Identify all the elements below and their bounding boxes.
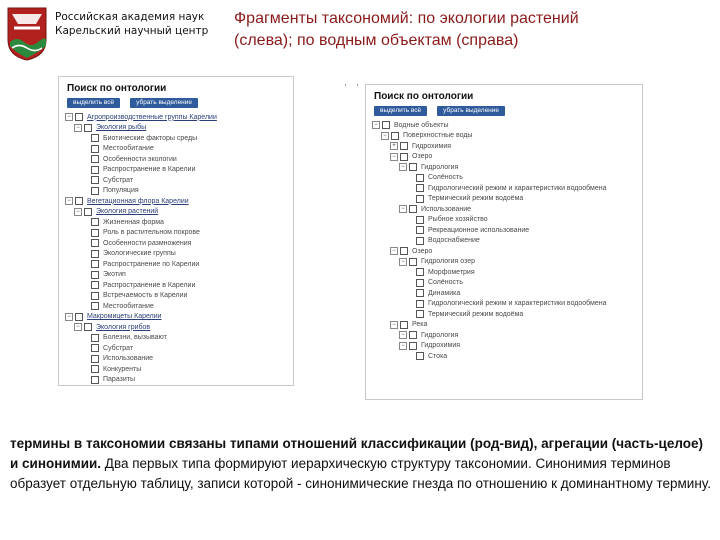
tree-spacer <box>83 230 89 236</box>
node-checkbox[interactable] <box>400 321 408 329</box>
node-checkbox[interactable] <box>91 302 99 310</box>
tree-spacer <box>408 269 414 275</box>
collapse-icon[interactable]: − <box>390 321 398 329</box>
node-checkbox[interactable] <box>84 323 92 331</box>
select-all-button[interactable]: выделить всё <box>67 98 120 108</box>
node-checkbox[interactable] <box>409 331 417 339</box>
tree-node <box>65 364 293 375</box>
tree-node <box>65 165 293 176</box>
collapse-icon[interactable]: − <box>74 124 82 132</box>
tree-node-label: Особенности размножения <box>103 239 192 247</box>
node-checkbox[interactable] <box>91 355 99 363</box>
node-checkbox[interactable] <box>91 229 99 237</box>
node-checkbox[interactable] <box>75 313 83 321</box>
tree-node-label: Рыбное хозяйство <box>428 216 488 224</box>
node-checkbox[interactable] <box>409 163 417 171</box>
tree-node-label: Гидрохимия <box>412 142 452 150</box>
tree-spacer <box>83 335 89 341</box>
collapse-icon[interactable]: − <box>65 197 73 205</box>
tree-node-label[interactable]: Агропроизводственные группы Карелии <box>87 113 217 121</box>
tree-node <box>65 144 293 155</box>
tree-spacer <box>408 217 414 223</box>
node-checkbox[interactable] <box>91 176 99 184</box>
tree-spacer <box>83 356 89 362</box>
node-checkbox[interactable] <box>416 174 424 182</box>
tree-node <box>372 351 642 362</box>
tree-spacer <box>408 175 414 181</box>
tree-spacer <box>83 303 89 309</box>
tree-spacer <box>83 240 89 246</box>
tree-node-label: Термический режим водоёма <box>428 310 524 318</box>
org-line-1: Российская академия наук <box>55 11 205 23</box>
divider-line <box>345 84 346 86</box>
tree-node-label: Распространение в Карелии <box>103 281 196 289</box>
node-checkbox[interactable] <box>416 352 424 360</box>
ontology-search-panel-right <box>365 84 643 400</box>
tree-node-label: Использование <box>103 355 154 363</box>
tree-spacer <box>408 185 414 191</box>
tree-node <box>65 186 293 197</box>
node-checkbox[interactable] <box>416 300 424 308</box>
tree-node-label: Паразиты <box>103 376 135 384</box>
ontology-search-panel-left <box>58 76 294 386</box>
org-line-2: Карельский научный центр <box>55 25 209 37</box>
tree-node-label: Термический режим водоёма <box>428 195 524 203</box>
tree-node-label: Субстрат <box>103 176 134 184</box>
tree-node <box>372 246 642 257</box>
tree-node-label: Гидрохимия <box>421 342 461 350</box>
node-checkbox[interactable] <box>91 344 99 352</box>
node-checkbox[interactable] <box>84 124 92 132</box>
tree-node <box>65 354 293 365</box>
tree-node <box>65 291 293 302</box>
tree-node-label: Распространение по Карелии <box>103 260 200 268</box>
tree-spacer <box>83 293 89 299</box>
tree-node-label[interactable]: Макромицеты Карелии <box>87 313 162 321</box>
tree-node <box>372 299 642 310</box>
collapse-icon[interactable]: − <box>372 121 380 129</box>
tree-node-label: Динамика <box>428 289 461 297</box>
node-checkbox[interactable] <box>91 260 99 268</box>
tree-node <box>65 175 293 186</box>
tree-node-label: Конкуренты <box>103 365 142 373</box>
node-checkbox[interactable] <box>391 132 399 140</box>
tree-node <box>65 270 293 281</box>
tree-node <box>65 217 293 228</box>
taxonomy-tree-water-objects <box>366 120 642 362</box>
tree-node-label: Озеро <box>412 247 433 255</box>
description-paragraph <box>10 434 714 494</box>
tree-spacer <box>83 156 89 162</box>
tree-spacer <box>408 311 414 317</box>
organization-name <box>55 10 208 38</box>
tree-spacer <box>83 377 89 383</box>
collapse-icon[interactable]: − <box>399 163 407 171</box>
node-checkbox[interactable] <box>91 271 99 279</box>
node-checkbox[interactable] <box>400 247 408 255</box>
tree-spacer <box>83 135 89 141</box>
node-checkbox[interactable] <box>416 226 424 234</box>
tree-node-label: Местообитание <box>103 145 154 153</box>
collapse-icon[interactable]: − <box>399 205 407 213</box>
tree-node-label: Экотип <box>103 271 126 279</box>
collapse-icon[interactable]: − <box>74 323 82 331</box>
tree-node <box>65 112 293 123</box>
taxonomy-tree-plant-ecology <box>59 112 293 385</box>
node-checkbox[interactable] <box>91 334 99 342</box>
tree-node-label[interactable]: Вегетационная флора Карелии <box>87 197 189 205</box>
tree-node-label: Болезни, вызывают <box>103 334 167 342</box>
tree-node <box>372 215 642 226</box>
collapse-icon[interactable]: − <box>399 331 407 339</box>
select-all-button[interactable]: выделить всё <box>374 106 427 116</box>
tree-spacer <box>83 188 89 194</box>
tree-spacer <box>83 282 89 288</box>
collapse-icon[interactable]: − <box>74 208 82 216</box>
tree-node-label: Река <box>412 321 428 329</box>
divider-line <box>357 84 358 86</box>
tree-node <box>372 204 642 215</box>
collapse-icon[interactable]: − <box>390 247 398 255</box>
tree-node <box>372 173 642 184</box>
expand-icon[interactable]: + <box>390 142 398 150</box>
collapse-icon[interactable]: − <box>65 313 73 321</box>
tree-node <box>372 236 642 247</box>
tree-node-label: Биотические факторы среды <box>103 134 198 142</box>
collapse-icon[interactable]: − <box>381 132 389 140</box>
tree-node <box>65 154 293 165</box>
tree-spacer <box>408 290 414 296</box>
tree-spacer <box>408 238 414 244</box>
tree-spacer <box>83 345 89 351</box>
tree-node <box>372 267 642 278</box>
tree-node-label: Гидрология озер <box>421 258 476 266</box>
node-checkbox[interactable] <box>416 310 424 318</box>
tree-node <box>65 207 293 218</box>
panel-button-row <box>366 102 642 120</box>
tree-node <box>65 238 293 249</box>
tree-node-label: Роль в растительном покрове <box>103 229 200 237</box>
tree-node <box>372 131 642 142</box>
tree-node <box>372 183 642 194</box>
tree-spacer <box>83 167 89 173</box>
tree-node <box>372 341 642 352</box>
tree-node-label: Морфометрия <box>428 268 475 276</box>
tree-node <box>372 225 642 236</box>
rcs-logo-emblem <box>6 6 48 62</box>
panel-title: Поиск по онтологии <box>67 83 167 94</box>
node-checkbox[interactable] <box>91 292 99 300</box>
node-checkbox[interactable] <box>409 342 417 350</box>
tree-node-label: Использование <box>421 205 472 213</box>
node-checkbox[interactable] <box>91 166 99 174</box>
node-checkbox[interactable] <box>91 376 99 384</box>
collapse-icon[interactable]: − <box>390 153 398 161</box>
tree-node <box>372 162 642 173</box>
collapse-icon[interactable]: − <box>399 342 407 350</box>
tree-node <box>65 249 293 260</box>
tree-node-label: Рекреационное использование <box>428 226 530 234</box>
tree-spacer <box>83 177 89 183</box>
tree-node-label: Водоснабжение <box>428 237 480 245</box>
node-checkbox[interactable] <box>91 187 99 195</box>
tree-node <box>372 330 642 341</box>
tree-node-label: Гидрология <box>421 163 459 171</box>
tree-node <box>372 257 642 268</box>
description-normal: Два первых типа формируют иерархическую структуру таксономии. Синонимия терминов образует отдельную таблицу, записи которой - синонимические гнезда по отношению к доминантному термину. <box>10 456 711 491</box>
tree-node <box>372 278 642 289</box>
node-checkbox[interactable] <box>400 153 408 161</box>
tree-node-label[interactable]: Экология рыбы <box>96 124 147 132</box>
tree-node-label: Солёность <box>428 279 463 287</box>
node-checkbox[interactable] <box>416 184 424 192</box>
node-checkbox[interactable] <box>409 205 417 213</box>
tree-node <box>65 280 293 291</box>
node-checkbox[interactable] <box>91 281 99 289</box>
node-checkbox[interactable] <box>91 239 99 247</box>
tree-node <box>65 196 293 207</box>
tree-node <box>65 259 293 270</box>
tree-spacer <box>408 301 414 307</box>
tree-node <box>65 133 293 144</box>
clear-selection-button[interactable]: убрать выделение <box>437 106 505 116</box>
node-checkbox[interactable] <box>75 113 83 121</box>
node-checkbox[interactable] <box>91 365 99 373</box>
panel-title: Поиск по онтологии <box>374 91 474 102</box>
tree-node-label: Озеро <box>412 153 433 161</box>
tree-node <box>372 152 642 163</box>
tree-node <box>65 312 293 323</box>
tree-node-label: Особенности экологии <box>103 155 177 163</box>
node-checkbox[interactable] <box>416 237 424 245</box>
tree-node-label: Распространение в Карелии <box>103 166 196 174</box>
tree-node <box>65 228 293 239</box>
collapse-icon[interactable]: − <box>65 113 73 121</box>
tree-spacer <box>83 146 89 152</box>
node-checkbox[interactable] <box>75 197 83 205</box>
slide-title-line-1: Фрагменты таксономий: по экологии растений <box>234 10 579 27</box>
tree-node <box>65 375 293 386</box>
tree-node <box>372 141 642 152</box>
tree-node <box>65 343 293 354</box>
collapse-icon[interactable]: − <box>399 258 407 266</box>
tree-spacer <box>83 219 89 225</box>
tree-node-label[interactable]: Экология грибов <box>96 323 151 331</box>
tree-node <box>372 309 642 320</box>
node-checkbox[interactable] <box>400 142 408 150</box>
node-checkbox[interactable] <box>382 121 390 129</box>
node-checkbox[interactable] <box>84 208 92 216</box>
tree-node <box>65 301 293 312</box>
slide-title-line-2: (слева); по водным объектам (справа) <box>234 32 519 49</box>
tree-spacer <box>408 353 414 359</box>
node-checkbox[interactable] <box>416 195 424 203</box>
tree-node <box>372 288 642 299</box>
tree-node <box>372 194 642 205</box>
node-checkbox[interactable] <box>416 216 424 224</box>
tree-node <box>372 320 642 331</box>
tree-spacer <box>83 272 89 278</box>
tree-node-label: Гидрологический режим и характеристики водообмена <box>428 300 607 308</box>
tree-spacer <box>83 261 89 267</box>
panel-button-row <box>59 94 293 112</box>
tree-spacer <box>83 251 89 257</box>
clear-selection-button[interactable]: убрать выделение <box>130 98 198 108</box>
tree-spacer <box>408 227 414 233</box>
tree-node-label: Солёность <box>428 174 463 182</box>
tree-node-label: Экологические группы <box>103 250 176 258</box>
node-checkbox[interactable] <box>416 279 424 287</box>
node-checkbox[interactable] <box>91 218 99 226</box>
node-checkbox[interactable] <box>91 250 99 258</box>
node-checkbox[interactable] <box>91 145 99 153</box>
tree-spacer <box>83 366 89 372</box>
tree-node-label: Жизненная форма <box>103 218 164 226</box>
node-checkbox[interactable] <box>91 134 99 142</box>
tree-node-label[interactable]: Экология растений <box>96 208 159 216</box>
slide-title <box>234 8 714 52</box>
tree-node <box>65 322 293 333</box>
tree-node-label: Поверхностные воды <box>403 132 473 140</box>
tree-node <box>372 120 642 131</box>
tree-node-label: Водные объекты <box>394 121 449 129</box>
node-checkbox[interactable] <box>91 155 99 163</box>
tree-node-label: Субстрат <box>103 344 134 352</box>
tree-node-label: Гидрология <box>421 331 459 339</box>
tree-node-label: Местообитание <box>103 302 154 310</box>
tree-spacer <box>408 196 414 202</box>
tree-node-label: Стока <box>428 352 448 360</box>
tree-node <box>65 333 293 344</box>
description-bold: термины в таксономии связаны типами отношений классификации (род-вид), агрегации (часть-целое) и синонимии. <box>10 436 704 471</box>
tree-node <box>65 123 293 134</box>
node-checkbox[interactable] <box>409 258 417 266</box>
node-checkbox[interactable] <box>416 289 424 297</box>
tree-node-label: Популяция <box>103 187 139 195</box>
tree-node-label: Встречаемость в Карелии <box>103 292 188 300</box>
tree-node-label: Гидрологический режим и характеристики водообмена <box>428 184 607 192</box>
node-checkbox[interactable] <box>416 268 424 276</box>
tree-spacer <box>408 280 414 286</box>
